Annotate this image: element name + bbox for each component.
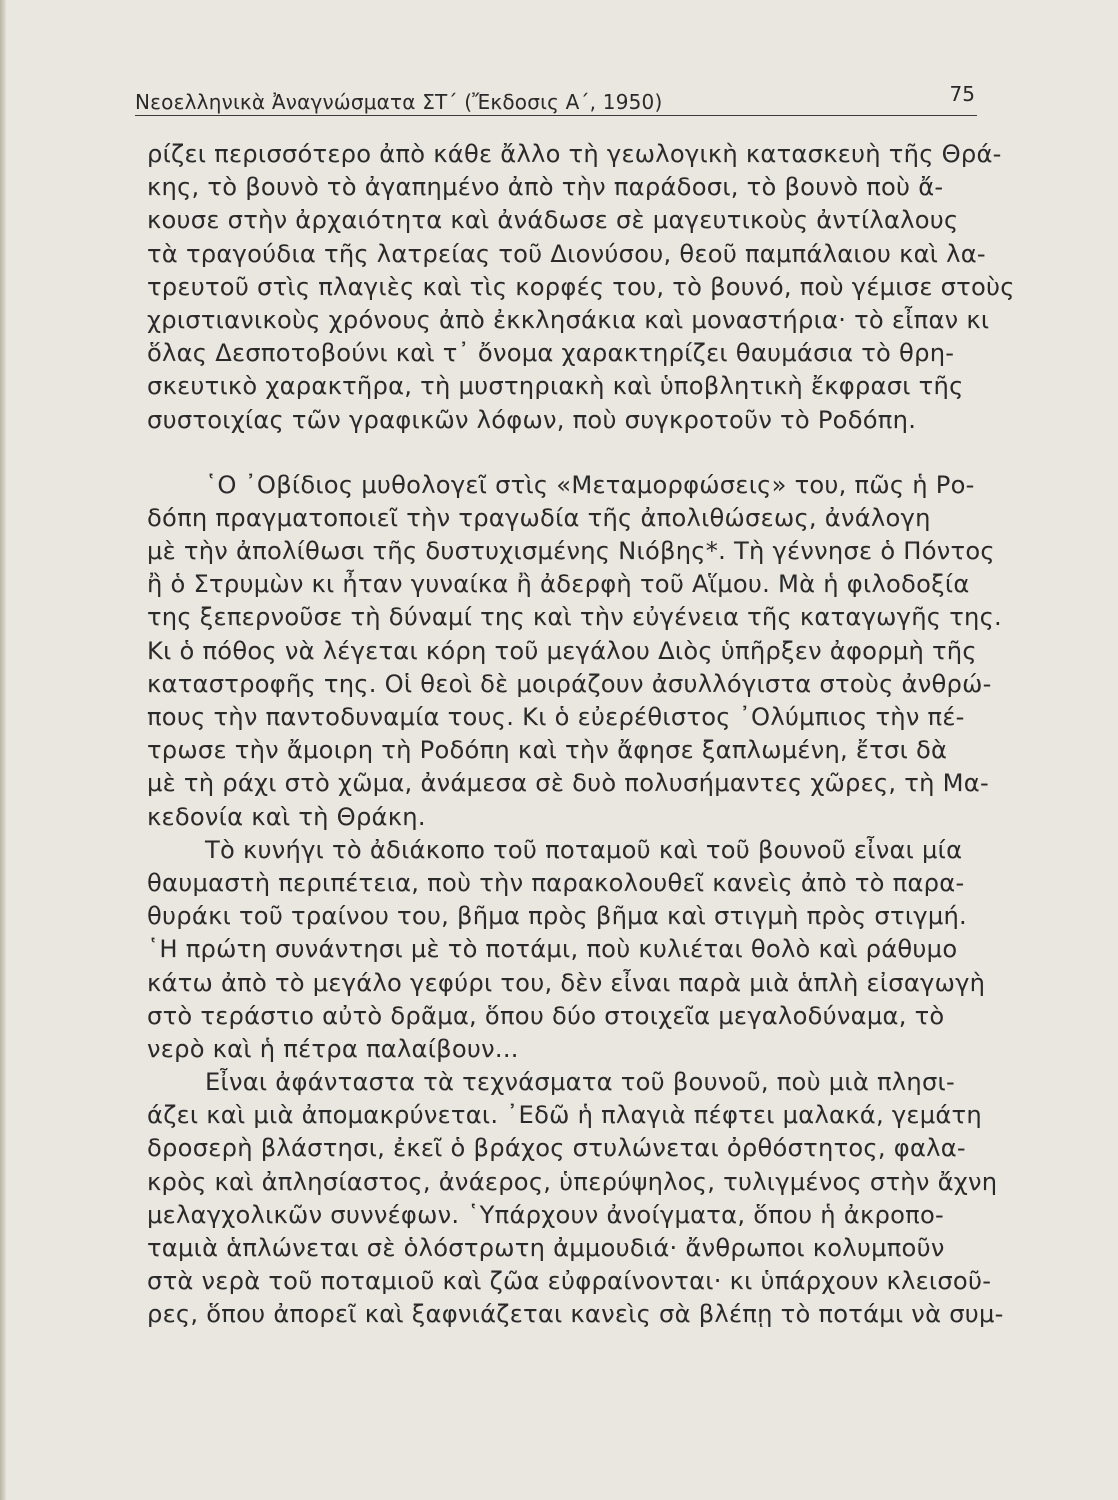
text-line: της ξεπερνοῦσε τὴ δύναμί της καὶ τὴν εὐγένεια τῆς καταγωγῆς της. xyxy=(147,603,1002,632)
text-line: θυράκι τοῦ τραίνου του, βῆμα πρὸς βῆμα καὶ στιγμὴ πρὸς στιγμή. xyxy=(147,902,967,931)
text-line: τὰ τραγούδια τῆς λατρείας τοῦ Διονύσου, θεοῦ παμπάλαιου καὶ λα- xyxy=(147,239,986,268)
page-number: 75 xyxy=(949,82,975,106)
text-line: ἢ ὁ Στρυμὼν κι ἦταν γυναίκα ἢ ἀδερφὴ τοῦ Αἵμου. Μὰ ἡ φιλοδοξία xyxy=(147,570,970,599)
text-line: Τὸ κυνήγι τὸ ἀδιάκοπο τοῦ ποταμοῦ καὶ τοῦ βουνοῦ εἶναι μία xyxy=(205,835,963,864)
text-line: τρωσε τὴν ἄμοιρη τὴ Ροδόπη καὶ τὴν ἄφησε ξαπλωμένη, ἔτσι δὰ xyxy=(147,736,948,765)
text-line: μὲ τὴν ἀπολίθωσι τῆς δυστυχισμένης Νιόβης*. Τὴ γέννησε ὁ Πόντος xyxy=(147,537,995,566)
text-line: σκευτικὸ χαρακτῆρα, τὴ μυστηριακὴ καὶ ὑποβλητικὴ ἔκφρασι τῆς xyxy=(147,372,964,401)
text-line: συστοιχίας τῶν γραφικῶν λόφων, ποὺ συγκροτοῦν τὸ Ροδόπη. xyxy=(147,405,917,434)
text-line: ὅλας Δεσποτοβούνι καὶ τ᾿ ὄνομα χαρακτηρίζει θαυμάσια τὸ θρη- xyxy=(147,339,955,368)
paragraph-spacer xyxy=(147,437,989,469)
text-line: πους τὴν παντοδυναμία τους. Κι ὁ εὐερέθιστος ᾿Ολύμπιος τὴν πέ- xyxy=(147,703,965,731)
text-line: δόπη πραγματοποιεῖ τὴν τραγωδία τῆς ἀπολιθώσεως, ἀνάλογη xyxy=(147,503,931,532)
paragraph xyxy=(147,469,1002,834)
text-line: ρίζει περισσότερο ἀπὸ κάθε ἄλλο τὴ γεωλογικὴ κατασκευὴ τῆς Θρά- xyxy=(147,140,1002,168)
text-line: ρες, ὅπου ἀπορεῖ καὶ ξαφνιάζεται κανεὶς σὰ βλέπῃ τὸ ποτάμι νὰ συμ- xyxy=(147,1300,1004,1329)
text-line: κρὸς καὶ ἀπλησίαστος, ἀνάερος, ὑπερύψηλος, τυλιγμένος στὴν ἄχνη xyxy=(147,1167,998,1196)
text-line: Εἶναι ἀφάνταστα τὰ τεχνάσματα τοῦ βουνοῦ, ποὺ μιὰ πλησι- xyxy=(205,1068,955,1097)
text-line: στὰ νερὰ τοῦ ποταμιοῦ καὶ ζῶα εὐφραίνονται· κι ὑπάρχουν κλεισοῦ- xyxy=(147,1267,992,1296)
page-body-text xyxy=(147,138,1015,1332)
text-line: Κι ὁ πόθος νὰ λέγεται κόρη τοῦ μεγάλου Διὸς ὑπῆρξεν ἀφορμὴ τῆς xyxy=(147,636,977,665)
text-line: άζει καὶ μιὰ ἀπομακρύνεται. ᾿Εδῶ ἡ πλαγιὰ πέφτει μαλακά, γεμάτη xyxy=(147,1101,982,1130)
text-line: κουσε στὴν ἀρχαιότητα καὶ ἀνάδωσε σὲ μαγευτικοὺς ἀντίλαλους xyxy=(147,206,959,235)
header-rule xyxy=(135,115,977,116)
text-line: δροσερὴ βλάστησι, ἐκεῖ ὁ βράχος στυλώνεται ὀρθόστητος, φαλα- xyxy=(147,1134,966,1163)
text-line: καταστροφῆς της. Οἱ θεοὶ δὲ μοιράζουν ἀσυλλόγιστα στοὺς ἀνθρώ- xyxy=(147,669,992,698)
paragraph xyxy=(147,1066,1004,1332)
text-line: κης, τὸ βουνὸ τὸ ἀγαπημένο ἀπὸ τὴν παράδοσι, τὸ βουνὸ ποὺ ἄ- xyxy=(147,173,944,202)
text-line: μὲ τὴ ράχι στὸ χῶμα, ἀνάμεσα σὲ δυὸ πολυσήμαντες χῶρες, τὴ Μα- xyxy=(147,769,989,798)
text-line: θαυμαστὴ περιπέτεια, ποὺ τὴν παρακολουθεῖ κανεὶς ἀπὸ τὸ παρα- xyxy=(147,868,965,897)
paragraph xyxy=(147,834,989,1066)
text-line: κεδονία καὶ τὴ Θράκη. xyxy=(147,802,426,831)
text-line: μελαγχολικῶν συννέφων. ῾Υπάρχουν ἀνοίγματα, ὅπου ἡ ἀκροπο- xyxy=(147,1200,944,1229)
text-line: ῾Η πρώτη συνάντησι μὲ τὸ ποτάμι, ποὺ κυλιέται θολὸ καὶ ράθυμο xyxy=(147,935,958,964)
text-line: νερὸ καὶ ἡ πέτρα παλαίβουν... xyxy=(147,1034,519,1063)
text-line: στὸ τεράστιο αὐτὸ δρᾶμα, ὅπου δύο στοιχεῖα μεγαλοδύναμα, τὸ xyxy=(147,1001,945,1030)
text-line: ταμιὰ ἁπλώνεται σὲ ὁλόστρωτη ἀμμουδιά· ἄνθρωποι κολυμποῦν xyxy=(147,1234,945,1262)
running-head: Νεοελληνικὰ Ἀναγνώσματα ΣΤ΄ (Ἔκδοσις Α΄, 1950) xyxy=(135,90,663,114)
text-line: χριστιανικοὺς χρόνους ἀπὸ ἐκκλησάκια καὶ μοναστήρια· τὸ εἶπαν κι xyxy=(147,305,990,334)
text-line: ῾Ο ᾿Οβίδιος μυθολογεῖ στὶς «Μεταμορφώσεις» του, πῶς ἡ Ρο- xyxy=(205,470,975,499)
text-line: κάτω ἀπὸ τὸ μεγάλο γεφύρι του, δὲν εἶναι παρὰ μιὰ ἁπλὴ εἰσαγωγὴ xyxy=(147,968,986,997)
paragraph xyxy=(147,138,1015,437)
text-line: τρευτοῦ στὶς πλαγιὲς καὶ τὶς κορφές του, τὸ βουνό, ποὺ γέμισε στοὺς xyxy=(147,272,1015,301)
page-header xyxy=(135,82,977,122)
